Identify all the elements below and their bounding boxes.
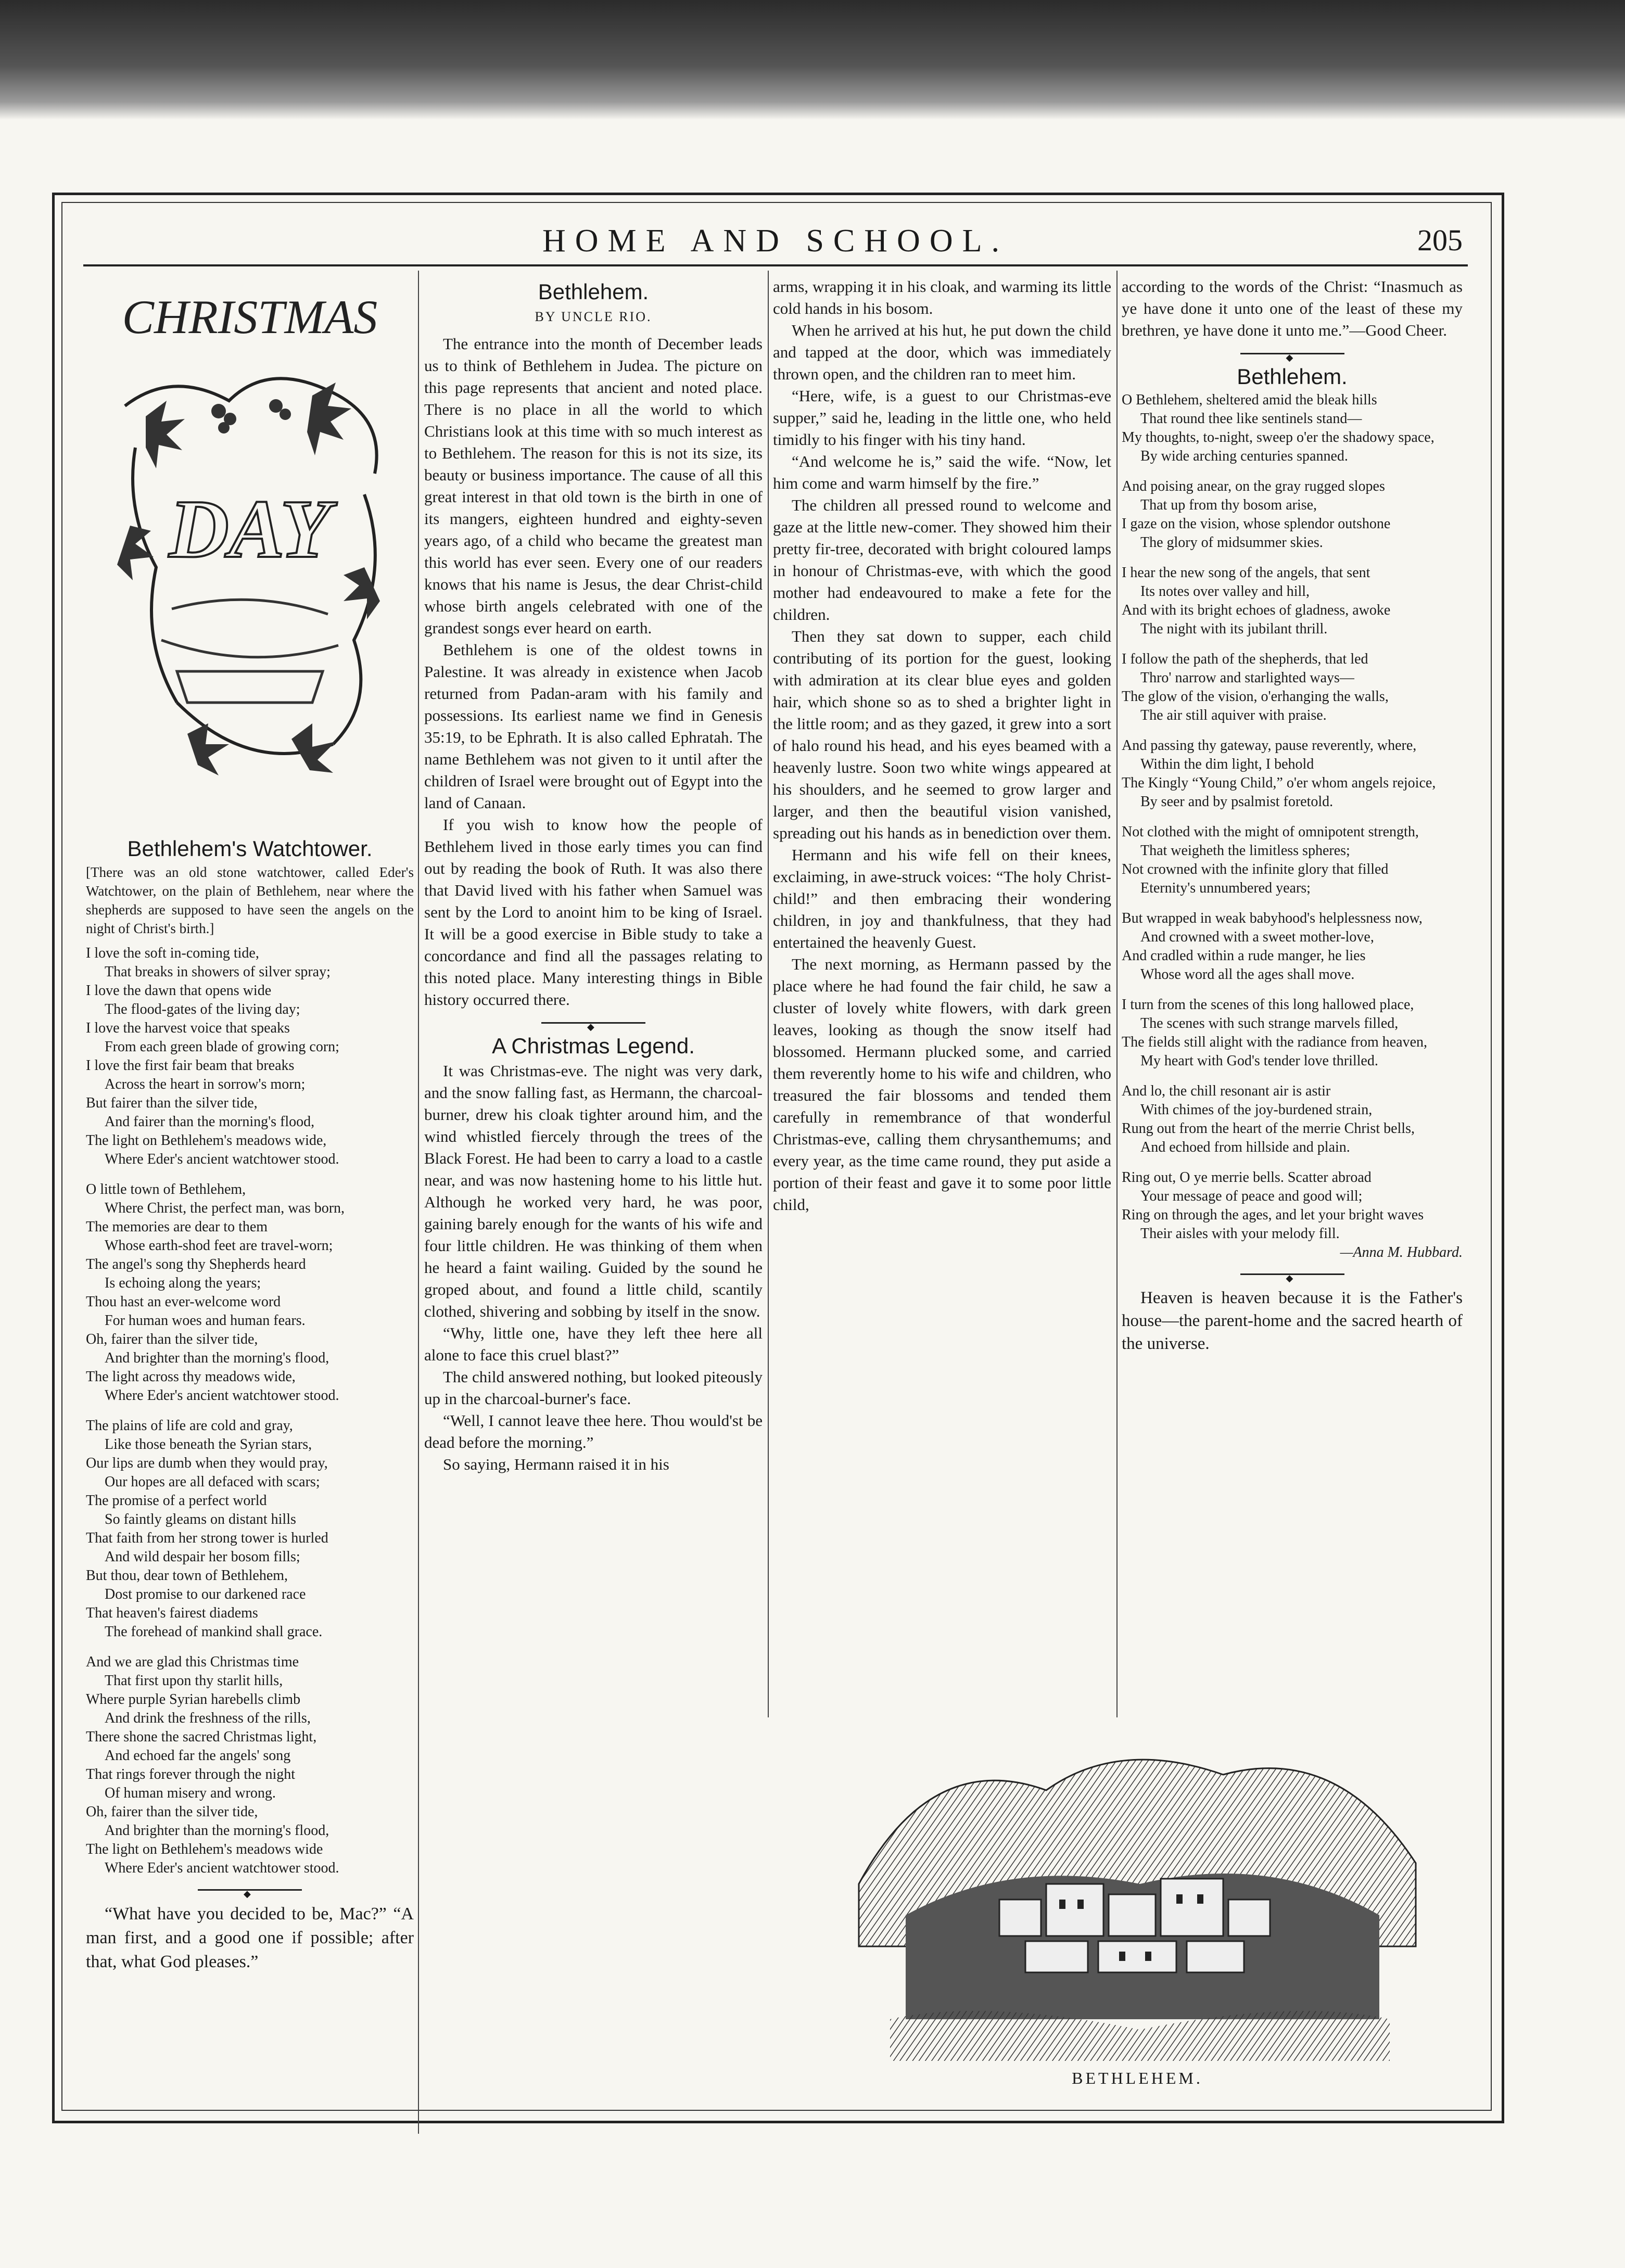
poem-line: Our lips are dumb when they would pray,	[86, 1455, 328, 1471]
article-paragraph: If you wish to know how the people of Bethlehem lived in those early times you can find out by reading the book of Ruth. It was also there that David lived with his father when Samuel was sent by the Lord to anoint him to be king of Israel. It will be a good exercise in Bible study to take a concordance and find all the passages relating to this noted place. Many interesting things in Bible history occurred there.	[424, 816, 763, 1009]
column-rule-1	[418, 271, 419, 2134]
legend-paragraph: Then they sat down to supper, each child contributing of its portion for the guest, looking with admiration at its clear blue eyes and golden hair, which shone so as to shed a brighter light in the little room; and as they gazed, it grew into a sort of halo round his head, and his eyes beamed with a heavenly lustre. Soon two white wings appeared at his shoulders, and he seemed to grow larger and larger, and then the beautiful vision vanished, spreading out his hands as in benediction over them.	[773, 627, 1112, 842]
poem-stanza	[1122, 909, 1463, 984]
poem-line: The air still aquiver with praise.	[1140, 707, 1327, 723]
poem-stanza	[1122, 823, 1463, 898]
poem-line: Our hopes are all defaced with scars;	[105, 1474, 320, 1490]
poem-signature: —Anna M. Hubbard.	[1340, 1244, 1463, 1260]
poem-line: And lo, the chill resonant air is astir	[1122, 1083, 1331, 1099]
poem-line: O little town of Bethlehem,	[86, 1181, 246, 1197]
poem-line: But fairer than the silver tide,	[86, 1095, 258, 1111]
poem-line: Where Eder's ancient watchtower stood.	[105, 1860, 339, 1876]
poem-line: I hear the new song of the angels, that sent	[1122, 565, 1370, 581]
poem-stanza	[1122, 477, 1463, 552]
poem-line: And brighter than the morning's flood,	[105, 1350, 329, 1366]
poem-line: But wrapped in weak babyhood's helplessness now,	[1122, 910, 1423, 926]
poem-line: From each green blade of growing corn;	[105, 1039, 339, 1055]
running-header	[83, 219, 1468, 265]
poem-line: My heart with God's tender love thrilled.	[1140, 1053, 1378, 1069]
poem-line: Oh, fairer than the silver tide,	[86, 1804, 258, 1820]
poem-line: Whose word all the ages shall move.	[1140, 966, 1355, 983]
poem-line: Within the dim light, I behold	[1140, 756, 1314, 772]
poem-line: I love the dawn that opens wide	[86, 983, 272, 999]
bethlehem-engraving	[828, 1728, 1447, 2066]
poem-line: Where Christ, the perfect man, was born,	[105, 1200, 345, 1216]
article-paragraph: The entrance into the month of December leads us to think of Bethlehem in Judea. The picture on this page represents that ancient and noted place. There is no place in all the world to which Christians look at this time with so much interest as to Bethlehem. The reason for this is not its size, its beauty or business importance. The cause of all this great interest in that old town is the birth in one of its mangers, eighteen hundred and eighty-seven years ago, of a child who became the greatest man this world has ever seen. Every one of our readers knows that his name is Jesus, the dear Christ-child whose birth angels celebrated with one of the grandest songs ever heard on earth.	[424, 335, 763, 637]
legend-paragraph: according to the words of the Christ: “Inasmuch as ye have done it unto one of the least of these my brethren, ye have done it unto me.”—Good Cheer.	[1122, 277, 1463, 339]
poem-line: That rings forever through the night	[86, 1766, 296, 1782]
poem-line: Your message of peace and good will;	[1140, 1188, 1363, 1204]
poem-line: And with its bright echoes of gladness, awoke	[1122, 602, 1391, 618]
poem-line: Dost promise to our darkened race	[105, 1586, 306, 1602]
legend-paragraph: “Here, wife, is a guest to our Christmas-eve supper,” said he, leading in the little one, who held timidly to his finger with his tiny hand.	[773, 387, 1111, 449]
poem-line: There shone the sacred Christmas light,	[86, 1729, 317, 1745]
poem-line: My thoughts, to-night, sweep o'er the shadowy space,	[1122, 429, 1434, 445]
heaven-paragraph: Heaven is heaven because it is the Father's house—the parent-home and the sacred hearth of the universe.	[1122, 1289, 1463, 1353]
poem-line: The glow of the vision, o'erhanging the walls,	[1122, 689, 1389, 705]
legend-paragraph: The child answered nothing, but looked piteously up in the charcoal-burner's face.	[424, 1368, 763, 1408]
poem-stanza	[1122, 996, 1463, 1071]
bethlehem-article-title: Bethlehem.	[538, 279, 649, 304]
legend-title: A Christmas Legend.	[492, 1034, 695, 1058]
poem-line: Where purple Syrian harebells climb	[86, 1691, 301, 1708]
poem-line: Thou hast an ever-welcome word	[86, 1294, 281, 1310]
poem-line: Like those beneath the Syrian stars,	[105, 1436, 312, 1452]
poem-line: Where Eder's ancient watchtower stood.	[105, 1151, 339, 1167]
poem-line: That first upon thy starlit hills,	[105, 1673, 283, 1689]
poem-line: Whose earth-shod feet are travel-worn;	[105, 1238, 333, 1254]
poem-line: Ring on through the ages, and let your bright waves	[1122, 1207, 1424, 1223]
watchtower-stanza	[86, 1180, 414, 1405]
poem-line: And cradled within a rude manger, he lies	[1122, 948, 1366, 964]
column-3	[773, 276, 1111, 1216]
running-title: HOME AND SCHOOL.	[542, 223, 1009, 259]
poem-line: The light across thy meadows wide,	[86, 1369, 296, 1385]
watchtower-title: Bethlehem's Watchtower.	[127, 836, 373, 861]
article-paragraph: Bethlehem is one of the oldest towns in Palestine. It was already in existence when Jacob returned from Padan-aram with his family and possessions. Its earliest name we find in Genesis 35:19, to be Ephrath. It is also called Ephratah. The name Bethlehem was not given to it until after the children of Israel were brought out of Egypt into the land of Canaan.	[424, 641, 763, 812]
header-rule	[83, 264, 1468, 266]
legend-paragraph: arms, wrapping it in his cloak, and warming its little cold hands in his bosom.	[773, 277, 1111, 317]
legend-paragraph: “Why, little one, have they left thee here all alone to face this cruel blast?”	[424, 1324, 763, 1364]
poem-line: I turn from the scenes of this long hallowed place,	[1122, 997, 1414, 1013]
poem-line: And echoed from hillside and plain.	[1140, 1139, 1350, 1155]
poem-line: That faith from her strong tower is hurled	[86, 1530, 328, 1546]
poem-line: And fairer than the morning's flood,	[105, 1114, 315, 1130]
poem-line: But thou, dear town of Bethlehem,	[86, 1568, 288, 1584]
section-separator	[541, 1022, 645, 1024]
poem-line: The glory of midsummer skies.	[1140, 534, 1323, 551]
poem-line: That breaks in showers of silver spray;	[105, 964, 331, 980]
poem-line: Not crowned with the infinite glory that filled	[1122, 861, 1389, 877]
poem-line: I love the harvest voice that speaks	[86, 1020, 290, 1036]
poem-line: The light on Bethlehem's meadows wide	[86, 1841, 323, 1857]
legend-paragraph: The next morning, as Hermann passed by the place where he had found the fair child, he saw a cluster of lovely white flowers, with dark green leaves, looking as though the snow itself had blossomed. Hermann plucked some, and carried them reverently home to his wife and children, who treasured the fair blossoms and tended them carefully in remembrance of that wonderful Christmas-eve, calling them chrysanthemums; and every year, as the time came round, they put aside a portion of their feast and gave it to some poor little child,	[773, 955, 1111, 1214]
section-separator	[1240, 353, 1344, 354]
poem-stanza	[1122, 1082, 1463, 1157]
poem-line: I love the first fair beam that breaks	[86, 1057, 295, 1074]
poem-line: Across the heart in sorrow's morn;	[105, 1076, 306, 1092]
legend-paragraph: Hermann and his wife fell on their knees, exclaiming, in awe-struck voices: “The holy Christ-child!” and then embracing their wondering children, in joy and thankfulness, that they had entertained the heavenly Guest.	[773, 846, 1111, 951]
poem-line: And wild despair her bosom fills;	[105, 1549, 300, 1565]
poem-line: Of human misery and wrong.	[105, 1785, 276, 1801]
poem-stanza	[1122, 1168, 1463, 1262]
town-landscape-icon	[828, 1728, 1447, 2066]
poem-line: The promise of a perfect world	[86, 1493, 267, 1509]
poem-line: By wide arching centuries spanned.	[1140, 448, 1348, 464]
poem-line: That up from thy bosom arise,	[1140, 497, 1317, 513]
legend-paragraph: So saying, Hermann raised it in his	[443, 1455, 669, 1473]
poem-line: For human woes and human fears.	[105, 1313, 306, 1329]
scan-top-band	[0, 0, 1625, 120]
legend-paragraph: “And welcome he is,” said the wife. “Now, let him come and warm himself by the fire.”	[773, 452, 1111, 492]
poem-line: Thro' narrow and starlighted ways—	[1140, 670, 1354, 686]
poem-line: The night with its jubilant thrill.	[1140, 621, 1328, 637]
poem-line: The light on Bethlehem's meadows wide,	[86, 1132, 327, 1149]
section-separator	[1240, 1273, 1344, 1275]
poem-line: Rung out from the heart of the merrie Christ bells,	[1122, 1120, 1415, 1137]
poem-stanza	[1122, 391, 1463, 466]
legend-paragraph: The children all pressed round to welcome and gaze at the little new-comer. They showed him their pretty fir-tree, decorated with bright coloured lamps in honour of Christmas-eve, with which the good mother had endeavoured to make a fete for the children.	[773, 496, 1111, 623]
poem-stanza	[1122, 650, 1463, 725]
poem-line: That round thee like sentinels stand—	[1140, 411, 1362, 427]
poem-line: And crowned with a sweet mother-love,	[1140, 929, 1374, 945]
watchtower-stanza	[86, 1417, 414, 1641]
holly-wreath-icon	[94, 276, 406, 827]
column-rule-3	[1116, 271, 1118, 1717]
poem-line: The flood-gates of the living day;	[105, 1001, 300, 1017]
christmas-lettering: CHRISTMAS	[122, 290, 378, 343]
poem-line: I gaze on the vision, whose splendor outshone	[1122, 516, 1391, 532]
poem-line: Its notes over valley and hill,	[1140, 583, 1310, 600]
poem-line: And we are glad this Christmas time	[86, 1654, 299, 1670]
poem-line: The plains of life are cold and gray,	[86, 1418, 293, 1434]
legend-paragraph: It was Christmas-eve. The night was very dark, and the snow falling fast, as Hermann, the charcoal-burner, drew his cloak tighter around him, and the wind whistled fiercely through the trees of the Black Forest. He had been to carry a load to a castle near, and was now hastening home to his little hut. Although he worked very hard, he was poor, gaining barely enough for the wants of his wife and four little children. He was thinking of them when he heard a faint wailing. Guided by the sound he groped about, and found a little child, scantily clothed, shivering and sobbing by itself in the snow.	[424, 1062, 763, 1320]
legend-paragraph: “Well, I cannot leave thee here. Thou would'st be dead before the morning.”	[424, 1411, 763, 1451]
poem-line: That heaven's fairest diadems	[86, 1605, 258, 1621]
poem-line: And passing thy gateway, pause reverently, where,	[1122, 737, 1417, 754]
column-2	[424, 276, 763, 1475]
christmas-day-illustration	[94, 276, 406, 827]
poem-line: Where Eder's ancient watchtower stood.	[105, 1387, 339, 1404]
article-byline: BY UNCLE RIO.	[535, 309, 652, 324]
section-separator	[198, 1889, 302, 1891]
poem-line: That weigheth the limitless spheres;	[1140, 843, 1350, 859]
poem-line: The angel's song thy Shepherds heard	[86, 1256, 306, 1272]
watchtower-stanza	[86, 1653, 414, 1878]
poem-line: O Bethlehem, sheltered amid the bleak hills	[1122, 392, 1377, 408]
poem-line: With chimes of the joy-burdened strain,	[1140, 1102, 1373, 1118]
mac-paragraph: “What have you decided to be, Mac?” “A man first, and a good one if possible; after that, what God pleases.”	[86, 1904, 414, 1971]
poem-line: And brighter than the morning's flood,	[105, 1823, 329, 1839]
poem-line: So faintly gleams on distant hills	[105, 1511, 296, 1527]
poem-line: The forehead of mankind shall grace.	[105, 1624, 323, 1640]
poem-line: And poising anear, on the gray rugged slopes	[1122, 478, 1385, 494]
poem-bethlehem-title: Bethlehem.	[1237, 364, 1348, 389]
day-lettering: DAY	[169, 482, 331, 575]
poem-line: And drink the freshness of the rills,	[105, 1710, 311, 1726]
poem-line: Not clothed with the might of omnipotent strength,	[1122, 824, 1419, 840]
poem-line: By seer and by psalmist foretold.	[1140, 794, 1334, 810]
poem-line: Ring out, O ye merrie bells. Scatter abroad	[1122, 1169, 1372, 1186]
poem-line: I follow the path of the shepherds, that led	[1122, 651, 1368, 667]
legend-paragraph: When he arrived at his hut, he put down the child and tapped at the door, which was immediately thrown open, and the children ran to meet him.	[773, 321, 1111, 383]
engraving-caption: BETHLEHEM.	[1072, 2069, 1203, 2087]
column-4	[1122, 276, 1463, 1355]
poem-line: Oh, fairer than the silver tide,	[86, 1331, 258, 1347]
column-rule-2	[768, 271, 769, 1717]
watchtower-note: [There was an old stone watchtower, called Eder's Watchtower, on the plain of Bethlehem, near where the shepherds are supposed to have seen the angels on the night of Christ's birth.]	[86, 864, 414, 936]
poem-line: The memories are dear to them	[86, 1219, 268, 1235]
page-number: 205	[1417, 223, 1463, 257]
poem-line: The fields still alight with the radiance from heaven,	[1122, 1034, 1428, 1050]
poem-line: The scenes with such strange marvels filled,	[1140, 1015, 1399, 1031]
poem-line: Their aisles with your melody fill.	[1140, 1226, 1340, 1242]
watchtower-stanza	[86, 944, 414, 1169]
poem-line: The Kingly “Young Child,” o'er whom angels rejoice,	[1122, 775, 1436, 791]
poem-line: Is echoing along the years;	[105, 1275, 261, 1291]
poem-line: I love the soft in-coming tide,	[86, 945, 259, 961]
column-1	[86, 276, 414, 1974]
poem-line: And echoed far the angels' song	[105, 1748, 291, 1764]
poem-line: Eternity's unnumbered years;	[1140, 880, 1311, 896]
poem-stanza	[1122, 564, 1463, 639]
poem-stanza	[1122, 736, 1463, 811]
